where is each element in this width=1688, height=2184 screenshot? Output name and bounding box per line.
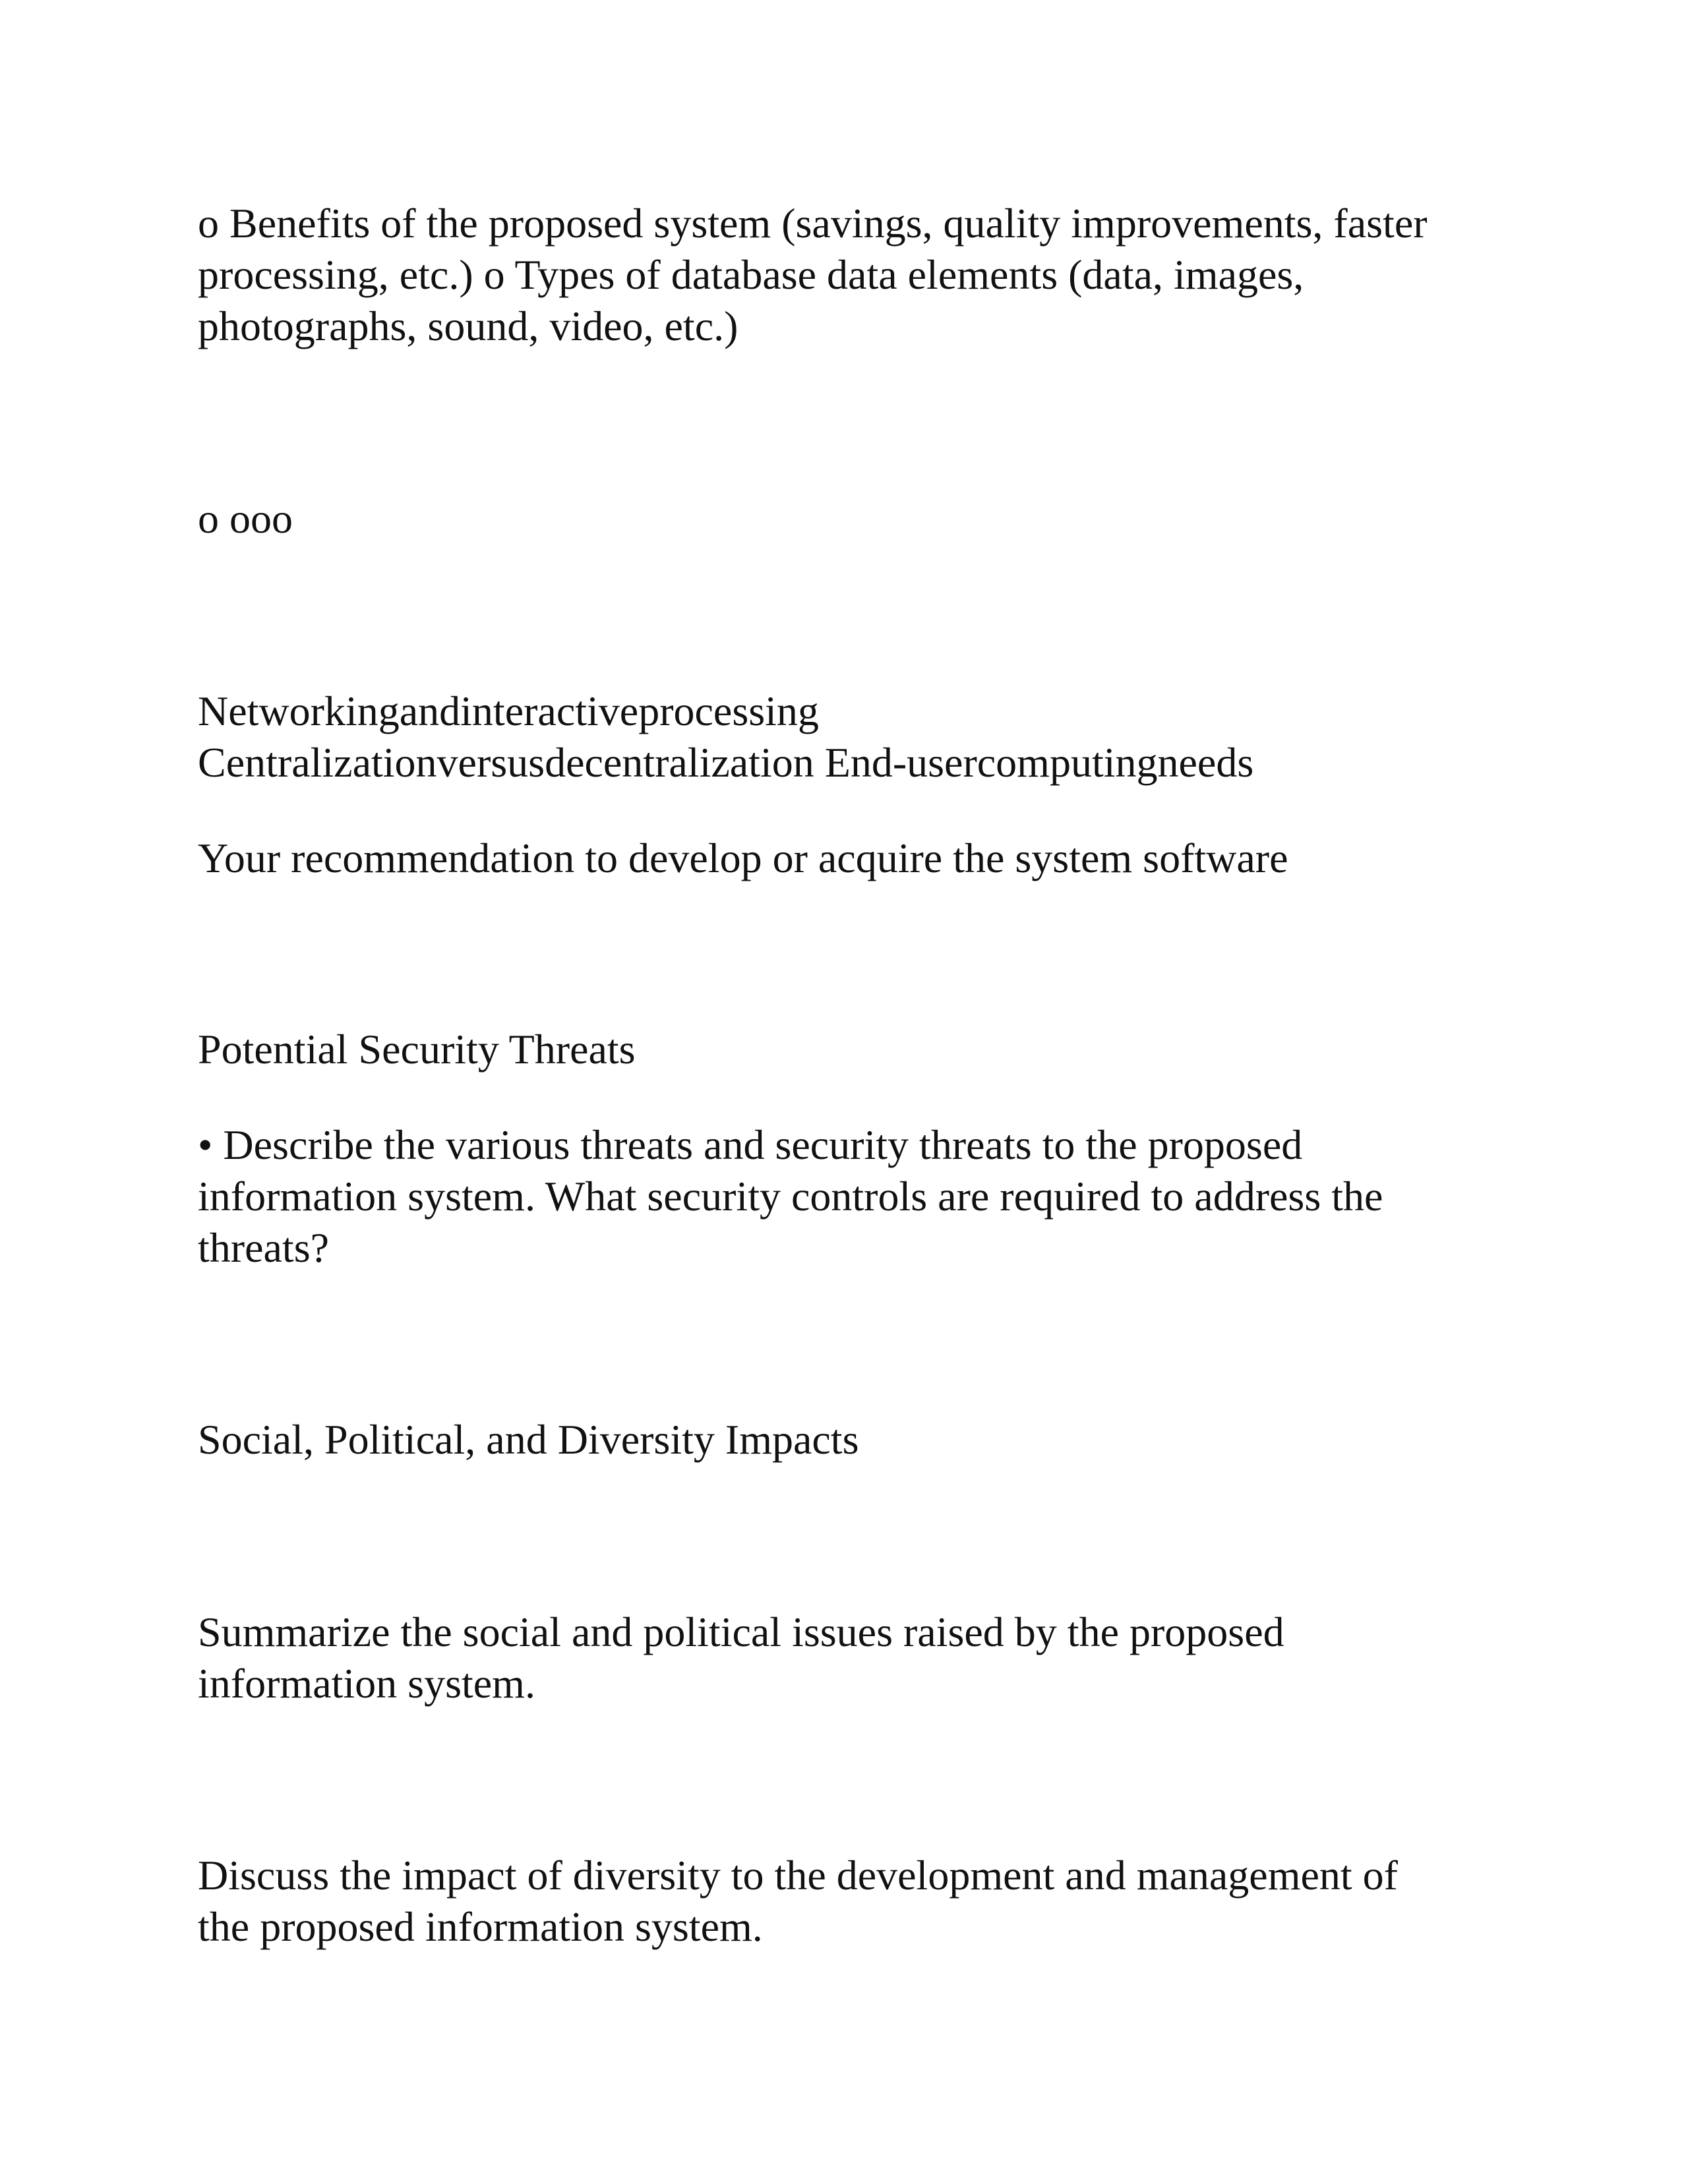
text-line: photographs, sound, video, etc.) [198,303,738,349]
bullet-markers-line [198,493,1517,545]
heading-text: Social, Political, and Diversity Impacts [198,1416,859,1463]
text-line: • Describe the various threats and security threats to the proposed [198,1121,1303,1168]
recommendation-paragraph [198,833,1517,884]
security-threats-heading [198,1024,1517,1075]
text-line: Centralizationversusdecentralization End-usercomputingneeds [198,739,1254,786]
processing-topics-paragraph [198,686,1517,788]
diversity-paragraph [198,1850,1517,1953]
text-line: Your recommendation to develop or acquire the system software [198,835,1288,881]
benefits-paragraph [198,198,1517,352]
text-line: the proposed information system. [198,1903,763,1950]
text-line: processing, etc.) o Types of database data elements (data, images, [198,251,1304,298]
social-issues-paragraph [198,1607,1517,1709]
social-impacts-heading [198,1414,1517,1465]
text-line: threats? [198,1224,329,1271]
text-line: Discuss the impact of diversity to the development and management of [198,1852,1398,1899]
text-line: o Benefits of the proposed system (savings, quality improvements, faster [198,200,1428,247]
security-threats-paragraph [198,1119,1517,1274]
text-line: Networkingandinteractiveprocessing [198,688,819,734]
text-line: information system. [198,1660,535,1707]
text-line: information system. What security controls are required to address the [198,1173,1383,1220]
text-line: o ooo [198,495,293,542]
heading-text: Potential Security Threats [198,1026,636,1073]
text-line: Summarize the social and political issues raised by the proposed [198,1608,1284,1655]
